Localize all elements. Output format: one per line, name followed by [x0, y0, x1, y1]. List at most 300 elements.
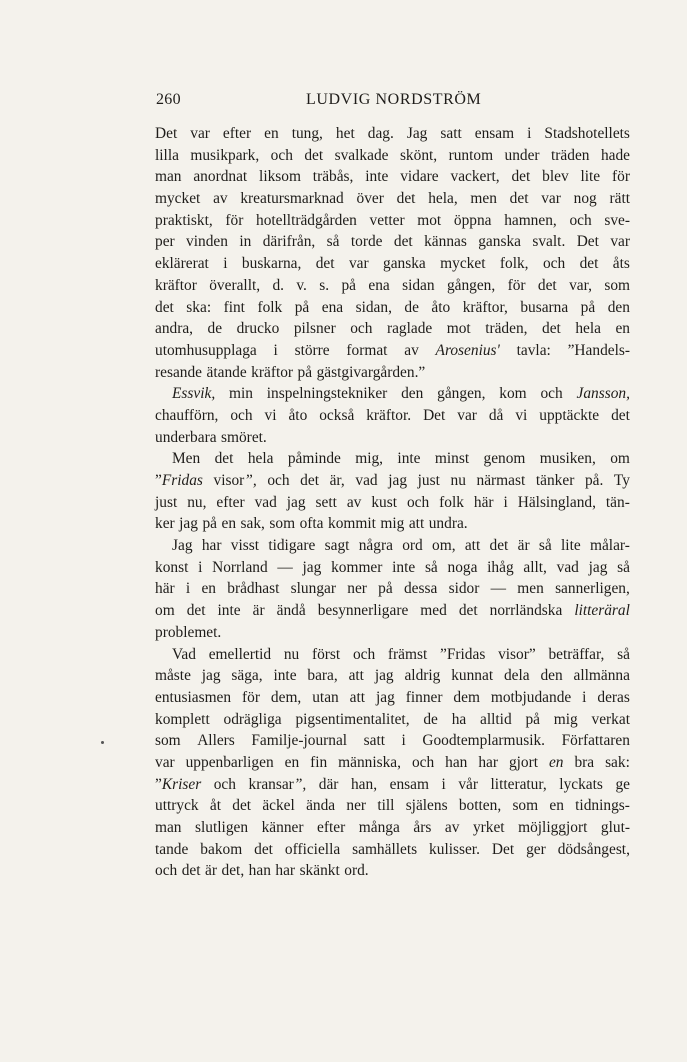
text-line: [155, 405, 630, 427]
word: bakom: [200, 840, 243, 858]
word: på: [525, 710, 540, 728]
word: anordnat: [193, 168, 248, 186]
word: smöret.: [221, 428, 267, 446]
text-line: [155, 362, 630, 384]
word: en: [264, 125, 279, 142]
word: hotellträdgården: [256, 211, 357, 229]
word: det: [304, 146, 324, 164]
word: det: [579, 255, 599, 273]
word: ord.: [344, 862, 369, 880]
word: skänkt: [299, 862, 340, 880]
text-line: [155, 752, 630, 774]
margin-mark: [101, 741, 104, 744]
word: raglade: [386, 320, 433, 338]
word: hela: [247, 450, 274, 468]
text-line: [155, 210, 630, 232]
word: vi: [264, 406, 277, 424]
word: finner: [405, 688, 443, 706]
word: jag: [286, 493, 306, 511]
word: ner: [347, 580, 367, 598]
word: tidnings-: [575, 797, 630, 815]
word: vad: [254, 493, 277, 511]
word: inte: [397, 450, 421, 468]
word: öppna: [453, 211, 492, 229]
word: inspelningstekniker: [266, 385, 388, 403]
word: nu: [283, 645, 300, 663]
text-line: [155, 557, 630, 579]
word: för: [242, 688, 260, 706]
word: vinden: [186, 233, 228, 251]
word: tande: [155, 840, 189, 858]
word: slungar: [290, 580, 336, 598]
word: nog: [573, 190, 597, 208]
word: ända: [306, 797, 336, 815]
word: upptäckte: [539, 406, 600, 424]
word: Essvik,: [172, 385, 216, 403]
word: i: [503, 493, 508, 511]
word: ensam: [474, 125, 515, 142]
word: har: [275, 862, 296, 880]
word: vidare: [400, 168, 439, 186]
word: dessa: [403, 580, 438, 598]
word: om: [155, 602, 175, 620]
word: rätt: [609, 190, 630, 208]
word: kransar”,: [248, 775, 307, 793]
word: botten,: [458, 797, 502, 815]
word: bra: [574, 753, 595, 771]
word: på: [378, 580, 393, 598]
word: åt: [209, 797, 221, 815]
word: i: [441, 775, 446, 793]
word: så: [617, 645, 630, 663]
text-line: [155, 817, 630, 839]
word: överallt,: [209, 276, 261, 294]
word: man: [155, 819, 182, 836]
word: i: [582, 688, 587, 706]
word: lite: [561, 537, 581, 555]
text-line: [155, 730, 630, 752]
word: inte: [273, 667, 297, 685]
word: måste: [155, 667, 191, 685]
word: har: [201, 537, 222, 555]
word: vår: [458, 775, 478, 793]
word: är: [205, 862, 218, 880]
word: och: [569, 211, 592, 229]
word: träden,: [485, 320, 528, 338]
word: hela: [575, 320, 601, 338]
word: var: [541, 190, 561, 208]
word: —: [277, 558, 293, 576]
word: kräftor: [251, 363, 294, 381]
word: dödsångest,: [557, 840, 630, 858]
text-line: [155, 578, 630, 600]
word: i: [527, 125, 532, 142]
word: just: [417, 472, 440, 489]
word: på: [294, 298, 310, 316]
word: vi: [515, 406, 528, 424]
word: sidan,: [355, 298, 392, 316]
text-line: [155, 166, 630, 188]
word: på: [580, 298, 596, 316]
word: entusiasmen: [155, 688, 232, 706]
word: pilsner: [293, 320, 336, 338]
word: jag: [388, 472, 408, 489]
word: Familje-journal: [251, 732, 348, 750]
word: och: [213, 775, 236, 793]
word: Men: [172, 450, 201, 468]
word: sagt: [324, 537, 350, 555]
word: visst: [230, 537, 260, 555]
word: mot: [446, 320, 471, 338]
word: och: [540, 385, 563, 403]
word: Norrland: [212, 558, 268, 576]
word: Jag: [172, 537, 193, 555]
word: det: [155, 298, 174, 316]
word: över: [356, 190, 384, 208]
word: av: [346, 493, 362, 511]
word: genom: [483, 450, 526, 468]
word: med: [420, 602, 447, 620]
word: på: [297, 363, 313, 381]
word: skönt,: [399, 146, 438, 164]
word: vad: [355, 472, 378, 489]
word: i: [223, 255, 228, 273]
word: alltid: [480, 710, 512, 728]
word: på.: [584, 472, 604, 489]
word: svalt.: [532, 233, 566, 251]
word: vackert,: [450, 168, 500, 186]
text-line: [155, 448, 630, 470]
word: besynnerligare: [317, 602, 409, 620]
word: här: [155, 580, 175, 598]
word: i: [273, 341, 278, 359]
text-line: [155, 340, 630, 362]
word: ”Kriser: [155, 775, 202, 793]
word: som: [512, 797, 539, 815]
word: det: [511, 168, 531, 186]
word: jag: [375, 688, 395, 706]
word: att: [408, 515, 425, 533]
word: kommer: [331, 558, 383, 576]
word: människa,: [338, 753, 401, 771]
word: mig,: [355, 450, 384, 468]
word: närmast: [476, 472, 526, 489]
word: så: [326, 233, 340, 251]
word: och: [542, 255, 566, 273]
word: kunnat: [451, 667, 494, 685]
word: och: [155, 862, 178, 880]
word: några: [358, 537, 393, 555]
word: tänker: [535, 472, 575, 489]
word: att: [349, 688, 366, 706]
word: var: [348, 255, 369, 273]
word: undra.: [428, 515, 468, 533]
word: så: [617, 558, 630, 576]
word: är,: [329, 472, 345, 489]
word: där: [318, 775, 339, 793]
word: folk: [439, 493, 464, 511]
word: litteratur,: [490, 775, 547, 793]
word: just: [155, 493, 178, 511]
word: på: [341, 276, 356, 294]
word: fint: [223, 298, 245, 316]
word: var: [190, 125, 210, 142]
word: så: [424, 558, 438, 576]
word: utan: [312, 688, 339, 706]
word: mycket: [440, 255, 486, 273]
word: åto: [288, 406, 308, 424]
word: glut-: [600, 819, 630, 836]
word: efter: [222, 125, 252, 142]
word: många: [358, 819, 400, 836]
word: hade: [600, 146, 630, 164]
word: tung,: [291, 125, 323, 142]
word: ker: [155, 515, 175, 533]
word: s.: [319, 276, 330, 294]
word: efter: [317, 819, 346, 836]
word: han: [445, 753, 468, 771]
word: av: [444, 819, 460, 836]
word: och: [352, 645, 376, 663]
word: slutligen: [195, 819, 249, 836]
word: nu: [450, 472, 466, 489]
word: i: [198, 558, 203, 576]
word: visor”: [498, 645, 536, 663]
word: av: [404, 341, 419, 359]
word: ändå: [276, 602, 306, 620]
word: den: [401, 385, 424, 403]
word: jag: [302, 558, 322, 576]
word: tidigare: [268, 537, 316, 555]
word: per: [155, 233, 175, 251]
word: Det: [491, 840, 515, 858]
word: odrägliga: [223, 710, 282, 728]
word: kust: [371, 493, 397, 511]
word: här: [473, 493, 494, 511]
word: är: [252, 602, 265, 620]
word: uttryck: [155, 797, 199, 815]
word: inte: [217, 602, 241, 620]
word: sidan: [402, 276, 435, 294]
word: aldrig: [404, 667, 441, 685]
word: ”Handels-: [567, 341, 630, 359]
word: tän-: [605, 493, 630, 511]
word: mycket: [155, 190, 201, 208]
text-line: [155, 123, 630, 145]
word: hela,: [428, 190, 458, 208]
word: träbås,: [312, 168, 354, 186]
word: och: [267, 472, 290, 489]
word: samhällets: [352, 840, 418, 858]
word: ena: [321, 298, 344, 316]
word: Det: [576, 233, 599, 251]
word: allt,: [523, 558, 547, 576]
word: dela: [503, 667, 530, 685]
word: liksom: [259, 168, 301, 186]
word: kommit: [328, 515, 376, 533]
word: kräftor: [155, 276, 197, 294]
text-line: [155, 774, 630, 796]
word: jag: [179, 515, 198, 533]
word: Stadshotellets: [544, 125, 630, 142]
word: resande: [155, 363, 202, 381]
text-line: [155, 860, 630, 882]
word: är: [517, 537, 530, 555]
word: främst: [387, 645, 428, 663]
word: det: [393, 233, 413, 251]
word: till: [377, 797, 395, 815]
word: större: [294, 341, 330, 359]
word: visor”,: [213, 472, 257, 489]
word: åts: [612, 255, 630, 273]
word: noga: [447, 558, 478, 576]
word: folk: [257, 298, 283, 316]
word: in: [239, 233, 252, 251]
text-line: [155, 427, 630, 449]
word: och: [230, 406, 253, 424]
text-line: [155, 470, 630, 492]
word: ner: [346, 797, 367, 815]
word: ofta: [299, 515, 324, 533]
word: för: [612, 168, 630, 186]
word: de: [207, 320, 223, 338]
word: i: [185, 580, 191, 598]
word: bara,: [307, 667, 338, 685]
word: han: [248, 862, 271, 880]
word: ord: [402, 537, 423, 555]
word: Hälsingland,: [517, 493, 596, 511]
word: tavla:: [516, 341, 551, 359]
word: det: [186, 602, 206, 620]
word: kom: [499, 385, 527, 403]
word: Jansson,: [576, 385, 630, 403]
word: nu,: [187, 493, 207, 511]
word: Ty: [613, 472, 630, 489]
word: gången,: [446, 276, 496, 294]
word: v.: [296, 276, 307, 294]
word: det: [315, 255, 335, 273]
text-line: [155, 275, 630, 297]
word: jag: [201, 667, 221, 685]
text-line: [155, 318, 630, 340]
word: en: [221, 515, 237, 533]
text-line: [155, 253, 630, 275]
word: en: [548, 753, 564, 771]
word: ”Fridas: [440, 645, 486, 663]
word: beträffar,: [548, 645, 605, 663]
word: då: [488, 406, 504, 424]
word: dag.: [367, 125, 394, 142]
text-line: [155, 600, 630, 622]
word: i: [401, 732, 406, 750]
word: äckel: [262, 797, 295, 815]
word: det: [214, 450, 234, 468]
text-line: [155, 709, 630, 731]
word: litteräral: [574, 602, 630, 620]
word: åto: [431, 298, 451, 316]
word: lite: [580, 168, 601, 186]
word: var: [610, 233, 630, 251]
word: Vad: [172, 645, 196, 663]
body-text: [155, 123, 630, 882]
word: också: [319, 406, 355, 424]
word: under: [504, 146, 540, 164]
word: för: [225, 211, 244, 229]
word: —: [490, 580, 507, 598]
word: Det: [155, 125, 178, 142]
word: svalkade: [334, 146, 389, 164]
word: brådhast: [227, 580, 280, 598]
word: musiken,: [539, 450, 596, 468]
word: Jag: [406, 125, 428, 142]
word: påminde: [287, 450, 341, 468]
word: het: [335, 125, 355, 142]
word: satt: [440, 125, 462, 142]
word: var: [155, 753, 175, 771]
word: han,: [350, 775, 378, 793]
word: officiella: [284, 840, 341, 858]
text-line: [155, 383, 630, 405]
word: dem,: [270, 688, 302, 706]
word: det: [509, 190, 529, 208]
word: emellertid: [208, 645, 272, 663]
word: mot: [417, 211, 442, 229]
text-line: [155, 188, 630, 210]
word: lyckats: [559, 775, 603, 793]
word: och: [270, 146, 293, 164]
word: Arosenius': [435, 341, 500, 359]
word: fin: [310, 753, 328, 771]
word: den: [540, 667, 563, 685]
text-line: [155, 231, 630, 253]
word: det: [489, 537, 509, 555]
word: ger: [526, 840, 546, 858]
word: runtom: [448, 146, 494, 164]
text-line: [155, 297, 630, 319]
word: satt: [363, 732, 385, 750]
word: pigsentimentalitet,: [295, 710, 410, 728]
word: chaufförn,: [155, 406, 219, 424]
word: ge: [615, 775, 630, 793]
word: verkat: [591, 710, 630, 728]
word: kulisser.: [429, 840, 480, 858]
word: Författaren: [561, 732, 630, 750]
word: ganska: [478, 233, 521, 251]
word: om: [610, 450, 630, 468]
word: praktiskt,: [155, 211, 213, 229]
running-head: LUDVIG NORDSTRÖM: [306, 91, 482, 108]
word: det: [542, 320, 561, 338]
word: buskarna,: [241, 255, 302, 273]
page-header: [156, 91, 628, 113]
word: det: [396, 190, 416, 208]
word: inte: [365, 168, 389, 186]
word: underbara: [155, 428, 217, 446]
word: ena: [368, 276, 390, 294]
word: av: [213, 190, 228, 208]
word: mig: [380, 515, 405, 533]
word: säga,: [231, 667, 263, 685]
word: möjliggjort: [518, 819, 588, 836]
word: eklärerat: [155, 255, 209, 273]
word: vad: [556, 558, 579, 576]
word: ihåg: [487, 558, 514, 576]
word: års: [413, 819, 432, 836]
word: en: [615, 320, 630, 338]
word: var: [457, 406, 477, 424]
word: motbjudande: [490, 688, 572, 706]
word: har: [478, 753, 498, 771]
